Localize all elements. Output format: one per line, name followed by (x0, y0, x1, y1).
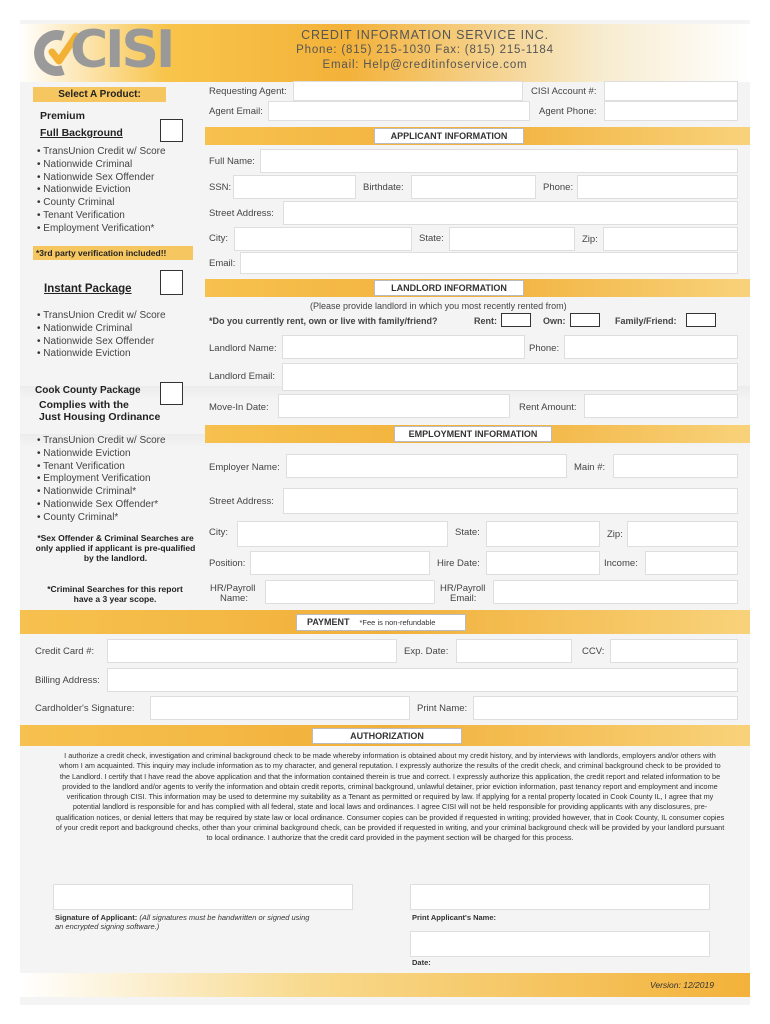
hr-name-label (210, 584, 255, 604)
signature-label: Signature of Applicant: (55, 913, 138, 922)
print-applicant-name-field[interactable] (410, 884, 710, 910)
cook-subtitle: Complies with the (39, 399, 129, 411)
family-checkbox[interactable] (686, 313, 716, 327)
income-label: Income: (604, 558, 638, 569)
landlord-instruction: (Please provide landlord in which you most recently rented from) (310, 301, 567, 311)
print-name-label: Print Name: (417, 703, 468, 714)
agent-phone-field[interactable] (604, 101, 738, 121)
cisi-account-label: CISI Account #: (531, 86, 597, 97)
footer-band (20, 973, 750, 997)
cardholder-signature-label: Cardholder's Signature: (35, 703, 135, 714)
select-product-title: Select A Product: (33, 87, 166, 102)
feature-item: • Nationwide Eviction (37, 348, 166, 361)
cook-checkbox[interactable] (160, 382, 183, 405)
ssn-label: SSN: (209, 182, 232, 193)
employer-state-field[interactable] (486, 521, 600, 547)
rent-checkbox[interactable] (501, 313, 531, 327)
feature-item: • Nationwide Eviction (37, 184, 166, 197)
own-label: Own: (543, 316, 566, 326)
cook-note-scope: *Criminal Searches for this report have a 3 year scope. (47, 584, 183, 604)
employer-zip-label: Zip: (607, 529, 623, 540)
employer-zip-field[interactable] (627, 521, 738, 547)
residence-question: *Do you currently rent, own or live with family/friend? (209, 316, 438, 326)
feature-item: • County Criminal* (37, 512, 166, 525)
rent-amount-label: Rent Amount: (519, 402, 577, 413)
hr-email-label-line1: HR/Payroll (440, 583, 486, 594)
company-name: CREDIT INFORMATION SERVICE INC. (301, 28, 549, 42)
premium-subtitle: Full Background (40, 127, 123, 139)
applicant-phone-field[interactable] (577, 175, 738, 199)
premium-title: Premium (40, 110, 85, 122)
billing-label: Billing Address: (35, 675, 100, 686)
cardholder-signature-field[interactable] (150, 696, 410, 720)
own-checkbox[interactable] (570, 313, 600, 327)
hire-date-label: Hire Date: (437, 558, 480, 569)
premium-checkbox[interactable] (160, 119, 183, 142)
payment-title-text: PAYMENT (307, 617, 350, 627)
birthdate-field[interactable] (411, 175, 536, 199)
billing-field[interactable] (107, 668, 738, 692)
date-field[interactable] (410, 931, 710, 957)
zip-label: Zip: (582, 234, 598, 245)
print-name-field[interactable] (473, 696, 738, 720)
feature-item: • Tenant Verification (37, 210, 166, 223)
ccv-field[interactable] (610, 639, 738, 663)
version-label: Version: 12/2019 (650, 980, 714, 990)
family-label: Family/Friend: (615, 316, 677, 326)
rent-amount-field[interactable] (584, 394, 738, 418)
hr-email-field[interactable] (493, 580, 738, 604)
employer-field[interactable] (286, 454, 567, 478)
instant-feature-list (37, 310, 166, 361)
income-field[interactable] (645, 551, 738, 575)
exp-date-field[interactable] (456, 639, 572, 663)
feature-item: • Nationwide Criminal (37, 159, 166, 172)
employer-street-field[interactable] (283, 488, 738, 514)
position-field[interactable] (250, 551, 430, 575)
landlord-name-label: Landlord Name: (209, 343, 277, 354)
hire-date-field[interactable] (486, 551, 600, 575)
cook-subtitle: Just Housing Ordinance (39, 411, 161, 423)
feature-item: • Nationwide Sex Offender* (37, 499, 166, 512)
full-name-label: Full Name: (209, 156, 255, 167)
company-email: Email: Help@creditinfoservice.com (322, 59, 528, 71)
credit-card-label: Credit Card #: (35, 646, 95, 657)
move-in-label: Move-In Date: (209, 402, 269, 413)
employer-city-field[interactable] (237, 521, 448, 547)
feature-item: • Tenant Verification (37, 461, 166, 474)
employment-section-title: EMPLOYMENT INFORMATION (394, 426, 552, 442)
hr-name-label-line1: HR/Payroll (210, 583, 256, 594)
feature-item: • Nationwide Sex Offender (37, 172, 166, 185)
rent-label: Rent: (474, 316, 497, 326)
applicant-street-field[interactable] (283, 201, 738, 225)
authorization-text: I authorize a credit check, investigation and criminal background check to be made whereby information is obtained about my credit history, and by interviews with landlords, employers and/or others with whom I am acquainted. This inquiry may include information as to my character, and general reputation. I expressly authorize the results of the credit check, and criminal background check to be provided to the Landlord. I certify that I have read the above application and that the information contained therein is true and correct. I expressly authorize this application, the credit report and related information to be provided to the landlord and/or agents to verify the information and obtain credit reports, criminal background, unlawful detainer, prior eviction information, past tenancy report and employment and income verification through CISI. This information may be used to determine my suitability as a Tenant as permitted or required by law. If applying for a rental property located in Cook County IL, I agree that my potential landlord is responsible for and has complied with all federal, state and local laws and ordinances. I agree CISI will not be held responsible for providing applicants with any disclosures, pre-qualification notices, or denial letters that may be required by state law or local ordinance. Consumer copies can be provided if requested in writing; provided however, that in Cook County, IL consumer copies of your credit report and background checks, other than your criminal background check, can be provided if requested in writing, and your criminal background check will be provided by your landlord pursuant to local ordinance. I authorize that the credit card provided in the payment section will be charged for this process. (55, 751, 725, 843)
cisi-account-field[interactable] (604, 81, 738, 101)
signature-caption (55, 913, 315, 931)
feature-item: • Employment Verification (37, 473, 166, 486)
exp-date-label: Exp. Date: (404, 646, 449, 657)
feature-item: • Nationwide Criminal* (37, 486, 166, 499)
cook-feature-list (37, 435, 166, 525)
street-label: Street Address: (209, 208, 274, 219)
applicant-signature-field[interactable] (53, 884, 353, 910)
hr-name-label-line2: Name: (220, 593, 248, 604)
landlord-email-field[interactable] (282, 363, 738, 391)
landlord-section-title: LANDLORD INFORMATION (374, 280, 524, 296)
hr-email-label (440, 584, 485, 604)
landlord-phone-label: Phone: (529, 343, 560, 354)
signature-note: (All signatures must be handwritten or signed using an encrypted signing software.) (55, 913, 310, 931)
feature-item: • TransUnion Credit w/ Score (37, 146, 166, 159)
applicant-section-title: APPLICANT INFORMATION (374, 128, 524, 144)
applicant-state-field[interactable] (449, 227, 575, 251)
instant-title: Instant Package (44, 283, 132, 295)
feature-item: • Nationwide Eviction (37, 448, 166, 461)
requesting-agent-label: Requesting Agent: (209, 86, 287, 97)
feature-item: • Employment Verification* (37, 223, 166, 236)
applicant-zip-field[interactable] (603, 227, 738, 251)
full-name-field[interactable] (260, 149, 738, 173)
applicant-phone-label: Phone: (543, 182, 574, 193)
landlord-name-field[interactable] (282, 335, 525, 359)
state-label: State: (419, 233, 444, 244)
feature-item: • County Criminal (37, 197, 166, 210)
applicant-city-field[interactable] (234, 227, 412, 251)
ccv-label: CCV: (582, 646, 605, 657)
feature-item: • Nationwide Sex Offender (37, 336, 166, 349)
landlord-phone-field[interactable] (564, 335, 738, 359)
employer-label: Employer Name: (209, 462, 280, 473)
hr-email-label-line2: Email: (450, 593, 477, 604)
feature-item: • TransUnion Credit w/ Score (37, 435, 166, 448)
agent-phone-label: Agent Phone: (539, 106, 597, 117)
instant-checkbox[interactable] (160, 270, 183, 295)
cook-title: Cook County Package (35, 385, 141, 396)
agent-email-label: Agent Email: (209, 106, 263, 117)
fee-note: *Fee is non-refundable (359, 618, 436, 627)
print-applicant-label: Print Applicant's Name: (412, 913, 497, 922)
agent-email-field[interactable] (268, 101, 530, 121)
logo-text: CISI (70, 20, 173, 80)
requesting-agent-field[interactable] (293, 81, 523, 101)
move-in-field[interactable] (278, 394, 510, 418)
employer-street-label: Street Address: (209, 496, 274, 507)
credit-card-field[interactable] (107, 639, 397, 663)
feature-item: • TransUnion Credit w/ Score (37, 310, 166, 323)
date-label: Date: (412, 958, 431, 967)
landlord-email-label: Landlord Email: (209, 371, 276, 382)
premium-feature-list (37, 146, 166, 236)
cook-note-criminal: *Sex Offender & Criminal Searches are only applied if applicant is pre-qualified by the landlord. (35, 533, 196, 563)
email-label: Email: (209, 258, 236, 269)
payment-section-title (296, 614, 466, 631)
cisi-logo (32, 20, 173, 82)
authorization-section-title: AUTHORIZATION (312, 728, 462, 744)
hr-name-field[interactable] (265, 580, 435, 604)
employer-state-label: State: (455, 527, 480, 538)
applicant-email-field[interactable] (240, 252, 738, 274)
birthdate-label: Birthdate: (363, 182, 404, 193)
main-number-label: Main #: (574, 462, 606, 473)
company-phone: Phone: (815) 215-1030 Fax: (815) 215-1184 (296, 44, 554, 56)
main-number-field[interactable] (613, 454, 738, 478)
employer-city-label: City: (209, 527, 228, 538)
premium-note: *3rd party verification included!! (33, 246, 193, 260)
feature-item: • Nationwide Criminal (37, 323, 166, 336)
ssn-field[interactable] (233, 175, 356, 199)
position-label: Position: (209, 558, 246, 569)
city-label: City: (209, 233, 228, 244)
